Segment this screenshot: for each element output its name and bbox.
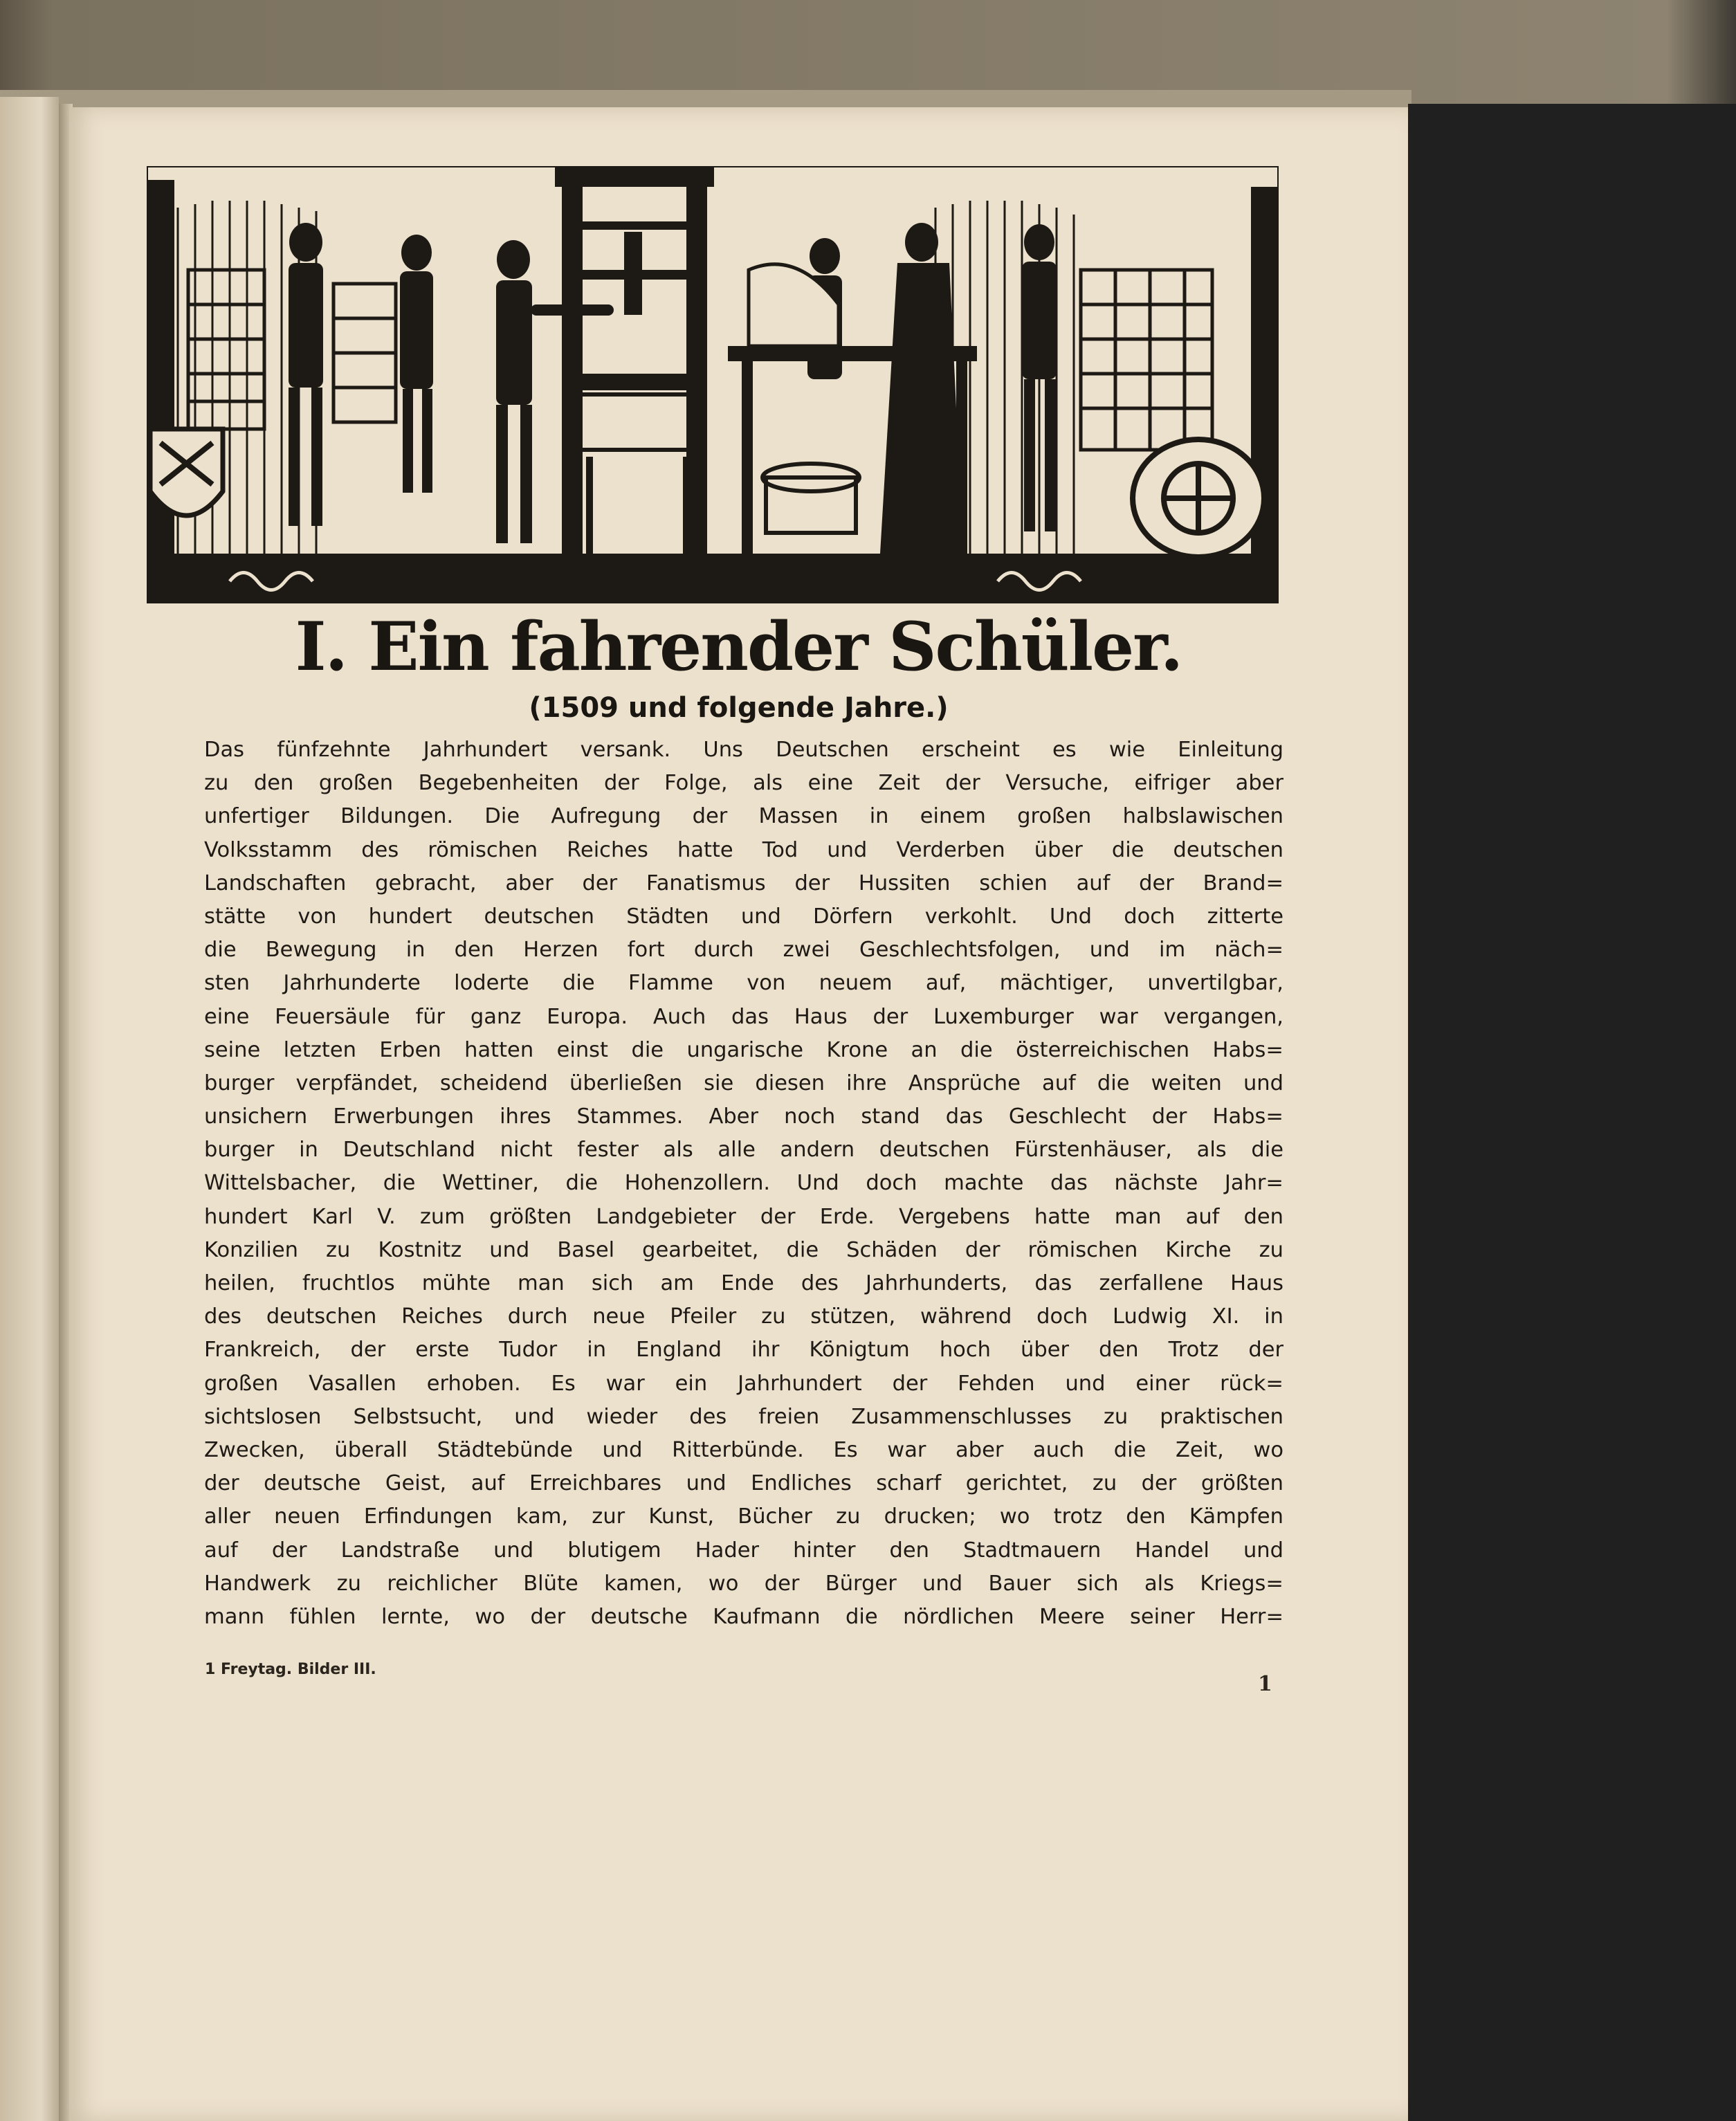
background-dark <box>1408 104 1736 2121</box>
text-line: sichtslosen Selbstsucht, und wieder des freien Zusammenschlusses zu praktischen <box>204 1404 1283 1429</box>
text-line: großen Vasallen erhoben. Es war ein Jahrhundert der Fehden und einer rück= <box>204 1371 1283 1396</box>
text-line: eine Feuersäule für ganz Europa. Auch das Haus der Luxemburger war vergangen, <box>204 1004 1283 1029</box>
text-line: Volksstamm des römischen Reiches hatte Tod und Verderben über die deutschen <box>204 837 1283 862</box>
chapter-title: I. Ein fahrender Schüler. <box>295 608 1182 686</box>
text-line: aller neuen Erfindungen kam, zur Kunst, Bücher zu drucken; wo trotz den Kämpfen <box>204 1504 1283 1529</box>
text-line: auf der Landstraße und blutigem Hader hinter den Stadtmauern Handel und <box>204 1538 1283 1563</box>
text-line: unsichern Erwerbungen ihres Stammes. Aber noch stand das Geschlecht der Habs= <box>204 1104 1283 1129</box>
text-line: Konzilien zu Kostnitz und Basel gearbeitet, die Schäden der römischen Kirche zu <box>204 1237 1283 1262</box>
coat-of-arms-left <box>150 429 223 516</box>
text-line: Das fünfzehnte Jahrhundert versank. Uns Deutschen erscheint es wie Einleitung <box>204 738 1283 762</box>
left-page-edge <box>0 97 59 2121</box>
text-line: Zwecken, überall Städtebünde und Ritterbünde. Es war aber auch die Zeit, wo <box>204 1437 1283 1462</box>
text-line: Frankreich, der erste Tudor in England ihr Königtum hoch über den Trotz der <box>204 1338 1283 1363</box>
text-line: hundert Karl V. zum größten Landgebieter der Erde. Vergebens hatte man auf den <box>204 1204 1283 1229</box>
text-line: zu den großen Begebenheiten der Folge, als eine Zeit der Versuche, eifriger aber <box>204 771 1283 796</box>
text-line: sten Jahrhunderte loderte die Flamme von neuem auf, mächtiger, unvertilgbar, <box>204 971 1283 996</box>
woodcut-ground <box>147 554 1279 602</box>
printer-signature: 1 Freytag. Bilder III. <box>205 1661 376 1678</box>
coat-of-arms-right <box>1133 439 1264 557</box>
text-line: Wittelsbacher, die Wettiner, die Hohenzollern. Und doch machte das nächste Jahr= <box>204 1171 1283 1196</box>
text-line: stätte von hundert deutschen Städten und Dörfern verkohlt. Und doch zitterte <box>204 904 1283 929</box>
text-line: Landschaften gebracht, aber der Fanatismus der Hussiten schien auf der Brand= <box>204 871 1283 895</box>
page-folio: 1 <box>1258 1672 1272 1696</box>
text-line: mann fühlen lernte, wo der deutsche Kaufmann die nördlichen Meere seiner Herr= <box>204 1604 1283 1629</box>
body-text <box>204 734 1283 1634</box>
printing-press <box>555 166 714 554</box>
text-line: der deutsche Geist, auf Erreichbares und Endliches scharf gerichtet, zu der größten <box>204 1471 1283 1496</box>
text-line: burger verpfändet, scheidend überließen sie diesen ihre Ansprüche auf die weiten und <box>204 1071 1283 1095</box>
text-line: unfertiger Bildungen. Die Aufregung der Massen in einem großen halbslawischen <box>204 804 1283 829</box>
chapter-subtitle: (1509 und folgende Jahre.) <box>529 692 949 724</box>
text-line: burger in Deutschland nicht fester als alle andern deutschen Fürstenhäuser, als die <box>204 1138 1283 1163</box>
text-line: die Bewegung in den Herzen fort durch zwei Geschlechtsfolgen, und im näch= <box>204 938 1283 963</box>
woodcut-illustration <box>147 166 1279 609</box>
text-line: heilen, fruchtlos mühte man sich am Ende des Jahrhunderts, das zerfallene Haus <box>204 1271 1283 1295</box>
type-cases-right <box>1081 270 1212 450</box>
printing-workshop-woodcut <box>147 166 1279 609</box>
text-line: des deutschen Reiches durch neue Pfeiler zu stützen, während doch Ludwig XI. in <box>204 1304 1283 1329</box>
text-line: seine letzten Erben hatten einst die ungarische Krone an die österreichischen Habs= <box>204 1037 1283 1062</box>
text-line: Handwerk zu reichlicher Blüte kamen, wo der Bürger und Bauer sich als Kriegs= <box>204 1571 1283 1596</box>
